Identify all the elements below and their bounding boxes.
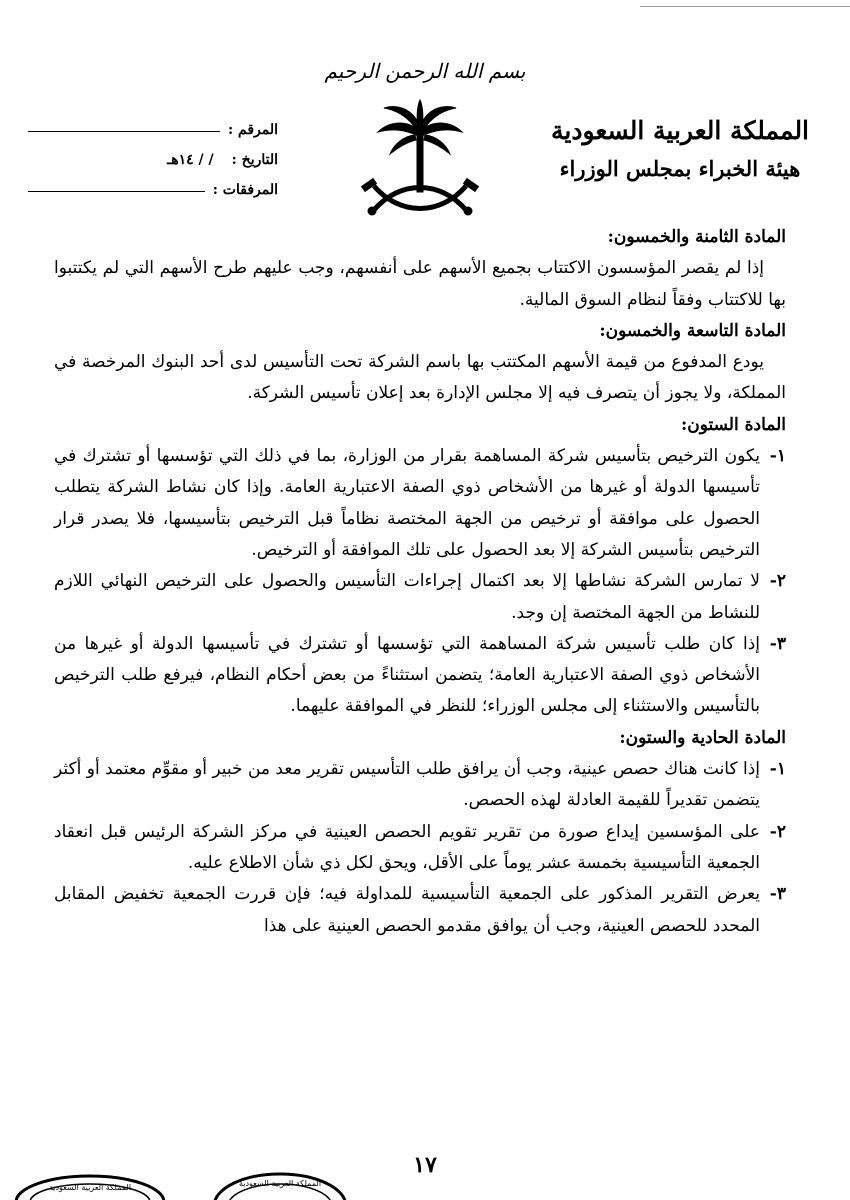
reference-label: المرقم :	[227, 122, 278, 138]
document-body	[54, 222, 786, 942]
kingdom-name: المملكة العربية السعودية	[550, 116, 810, 145]
article-heading: المادة الستون:	[680, 414, 786, 435]
item-text: على المؤسسين إيداع صورة من تقرير تقويم الحصص العينية في مركز الشركة الرئيس قبل انعقاد الجمعية التأسيسية بخمسة عشر يوماً على الأقل، ويحق لكل ذي شأن الاطلاع عليه.	[54, 821, 760, 873]
item-number: ٢-	[769, 821, 786, 842]
reference-block	[28, 108, 278, 198]
article-paragraph: إذا لم يقصر المؤسسون الاكتتاب بجميع الأسهم على أنفسهم، وجب عليهم طرح الأسهم التي لم يكتتبوا بها للاكتتاب وفقاً لنظام السوق المالية.	[54, 258, 786, 310]
item-number: ١-	[769, 759, 786, 780]
saudi-emblem-icon	[360, 98, 480, 230]
date-slots: / / ١٤هـ	[167, 152, 214, 168]
attachments-line	[28, 190, 205, 192]
bismillah-calligraphy: بسم الله الرحمن الرحيم	[324, 59, 526, 83]
stamp-text-left: المملكة العربية السعودية	[48, 1183, 132, 1192]
date-label: التاريخ :	[231, 152, 278, 168]
item-text: لا تمارس الشركة نشاطها إلا بعد اكتمال إجراءات التأسيس والحصول على الترخيص النهائي اللازم للنشاط من الجهة المختصة إن وجد.	[54, 571, 760, 623]
article-heading: المادة التاسعة والخمسون:	[599, 320, 786, 341]
authority-name: هيئة الخبراء بمجلس الوزراء	[559, 156, 801, 181]
date-row	[28, 138, 278, 168]
official-stamps-icon	[0, 1156, 400, 1200]
list-item	[54, 441, 786, 566]
top-rule	[640, 6, 850, 7]
list-item	[54, 879, 786, 942]
list-item	[54, 566, 786, 629]
letterhead-title	[530, 112, 830, 186]
stamp-text-right: المملكة العربية السعودية	[238, 1179, 322, 1188]
page-number: ١٧	[413, 1152, 437, 1178]
item-number: ٣-	[769, 633, 786, 654]
attachments-row	[28, 168, 278, 198]
article-heading: المادة الثامنة والخمسون:	[607, 227, 786, 247]
list-item	[54, 754, 786, 817]
reference-row	[28, 108, 278, 138]
list-item	[54, 629, 786, 723]
item-text: يعرض التقرير المذكور على الجمعية التأسيسية للمداولة فيه؛ فإن قررت الجمعية تخفيض المقابل المحدد للحصص العينية، وجب أن يوافق مقدمو الحصص العينية على هذا	[54, 884, 760, 936]
list-item	[54, 817, 786, 880]
item-number: ٣-	[769, 884, 786, 905]
article-heading: المادة الحادية والستون:	[619, 727, 786, 748]
attachments-label: المرفقات :	[212, 182, 278, 198]
item-text: يكون الترخيص بتأسيس شركة المساهمة بقرار من الوزارة، بما في ذلك التي تؤسسها أو تشترك في تأسيسها الدولة أو غيرها من الأشخاص ذوي الصفة الاعتبارية العامة. وإذا كان نشاط الشركة يتطلب الحصول على موافقة أو ترخيص من الجهة المختصة نظاماً قبل الترخيص بتأسيسها، فلا يصدر قرار الترخيص بتأسيس الشركة إلا بعد الحصول على تلك الموافقة أو الترخيص.	[54, 446, 760, 560]
item-text: إذا كان طلب تأسيس شركة المساهمة التي تؤسسها أو تشترك في تأسيسها الدولة أو غيرها من الأشخاص ذوي الصفة الاعتبارية العامة؛ يتضمن استثناءً من بعض أحكام النظام، فيرفع طلب الترخيص بالتأسيس والاستثناء إلى مجلس الوزراء؛ للنظر في الموافقة عليهما.	[54, 633, 760, 717]
reference-line	[28, 130, 220, 132]
item-number: ٢-	[769, 571, 786, 592]
item-text: إذا كانت هناك حصص عينية، وجب أن يرافق طلب التأسيس تقرير معد من خبير أو مقوِّم معتمد أو أكثر يتضمن تقديراً للقيمة العادلة لهذه الحصص.	[54, 759, 760, 811]
item-number: ١-	[769, 446, 786, 467]
article-paragraph: يودع المدفوع من قيمة الأسهم المكتتب بها باسم الشركة تحت التأسيس لدى أحد البنوك المرخصة في المملكة، ولا يجوز أن يتصرف فيه إلا مجلس الإدارة بعد إعلان تأسيس الشركة.	[54, 352, 786, 404]
